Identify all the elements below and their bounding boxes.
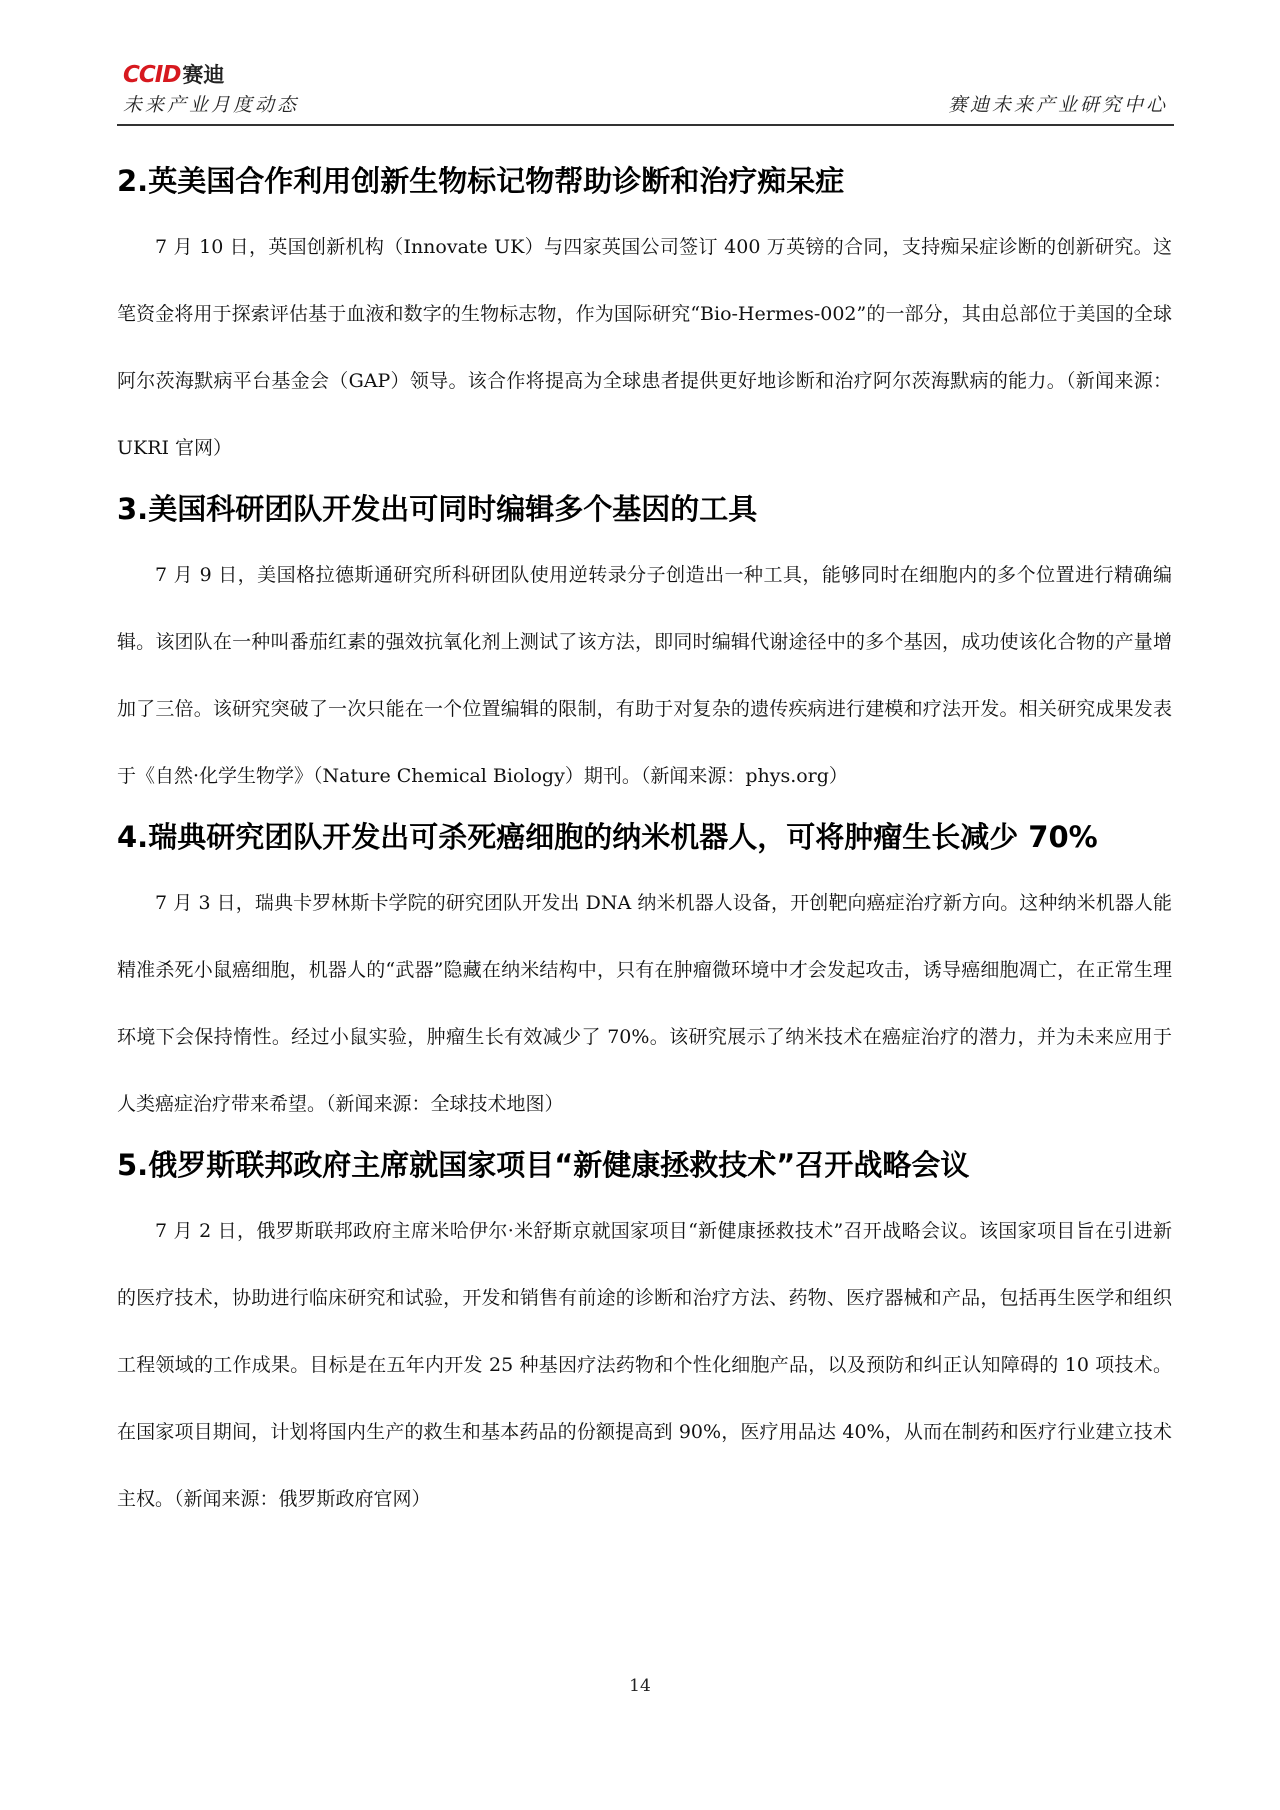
section-paragraph: 7 月 10 日，英国创新机构（Innovate UK）与四家英国公司签订 400 万英镑的合同，支持痴呆症诊断的创新研究。这笔资金将用于探索评估基于血液和数字的生物标志物，作为国际研究“Bio-Hermes-002”的一部分，其由总部位于美国的全球阿尔茨海默病平台基金会（GAP）领导。该合作将提高为全球患者提供更好地诊断和治疗阿尔茨海默病的能力。（新闻来源：UKRI 官网） — [117, 236, 1172, 459]
section-title: 3.美国科研团队开发出可同时编辑多个基因的工具 — [117, 492, 758, 526]
logo-ccid-text: CCID — [123, 62, 181, 88]
section-paragraph: 7 月 3 日，瑞典卡罗林斯卡学院的研究团队开发出 DNA 纳米机器人设备，开创靶向癌症治疗新方向。这种纳米机器人能精准杀死小鼠癌细胞，机器人的“武器”隐藏在纳米结构中，只有在肿瘤微环境中才会发起攻击，诱导癌细胞凋亡，在正常生理环境下会保持惰性。经过小鼠实验，肿瘤生长有效减少了 70%。该研究展示了纳米技术在癌症治疗的潜力，并为未来应用于人类癌症治疗带来希望。（新闻来源：全球技术地图） — [117, 892, 1172, 1115]
section-paragraph: 7 月 2 日，俄罗斯联邦政府主席米哈伊尔·米舒斯京就国家项目“新健康拯救技术”召开战略会议。该国家项目旨在引进新的医疗技术，协助进行临床研究和试验，开发和销售有前途的诊断和治疗方法、药物、医疗器械和产品，包括再生医学和组织工程领域的工作成果。目标是在五年内开发 25 种基因疗法药物和个性化细胞产品，以及预防和纠正认知障碍的 10 项技术。在国家项目期间，计划将国内生产的救生和基本药品的份额提高到 90%，医疗用品达 40%，从而在制药和医疗行业建立技术主权。（新闻来源：俄罗斯政府官网） — [117, 1220, 1172, 1510]
section-title: 5.俄罗斯联邦政府主席就国家项目“新健康拯救技术”召开战略会议 — [117, 1148, 970, 1182]
news-section-4 — [117, 816, 1172, 1138]
news-section-3 — [117, 488, 1172, 810]
logo-cn-text: 赛迪 — [182, 63, 225, 87]
document-body — [117, 160, 1172, 1533]
news-section-2 — [117, 160, 1172, 482]
header-organization: 赛迪未来产业研究中心 — [947, 94, 1168, 116]
header-divider — [117, 124, 1174, 126]
ccid-logo — [123, 60, 224, 90]
section-paragraph: 7 月 9 日，美国格拉德斯通研究所科研团队使用逆转录分子创造出一种工具，能够同时在细胞内的多个位置进行精确编辑。该团队在一种叫番茄红素的强效抗氧化剂上测试了该方法，即同时编辑代谢途径中的多个基因，成功使该化合物的产量增加了三倍。该研究突破了一次只能在一个位置编辑的限制，有助于对复杂的遗传疾病进行建模和疗法开发。相关研究成果发表于《自然·化学生物学》（Nature Chemical Biology）期刊。（新闻来源：phys.org） — [117, 564, 1172, 787]
section-title: 4.瑞典研究团队开发出可杀死癌细胞的纳米机器人，可将肿瘤生长减少 70% — [117, 820, 1098, 854]
page-header — [117, 58, 1174, 128]
header-publication-title: 未来产业月度动态 — [123, 94, 300, 116]
section-title: 2.英美国合作利用创新生物标记物帮助诊断和治疗痴呆症 — [117, 164, 845, 198]
news-section-5 — [117, 1144, 1172, 1533]
page-number: 14 — [629, 1676, 651, 1696]
